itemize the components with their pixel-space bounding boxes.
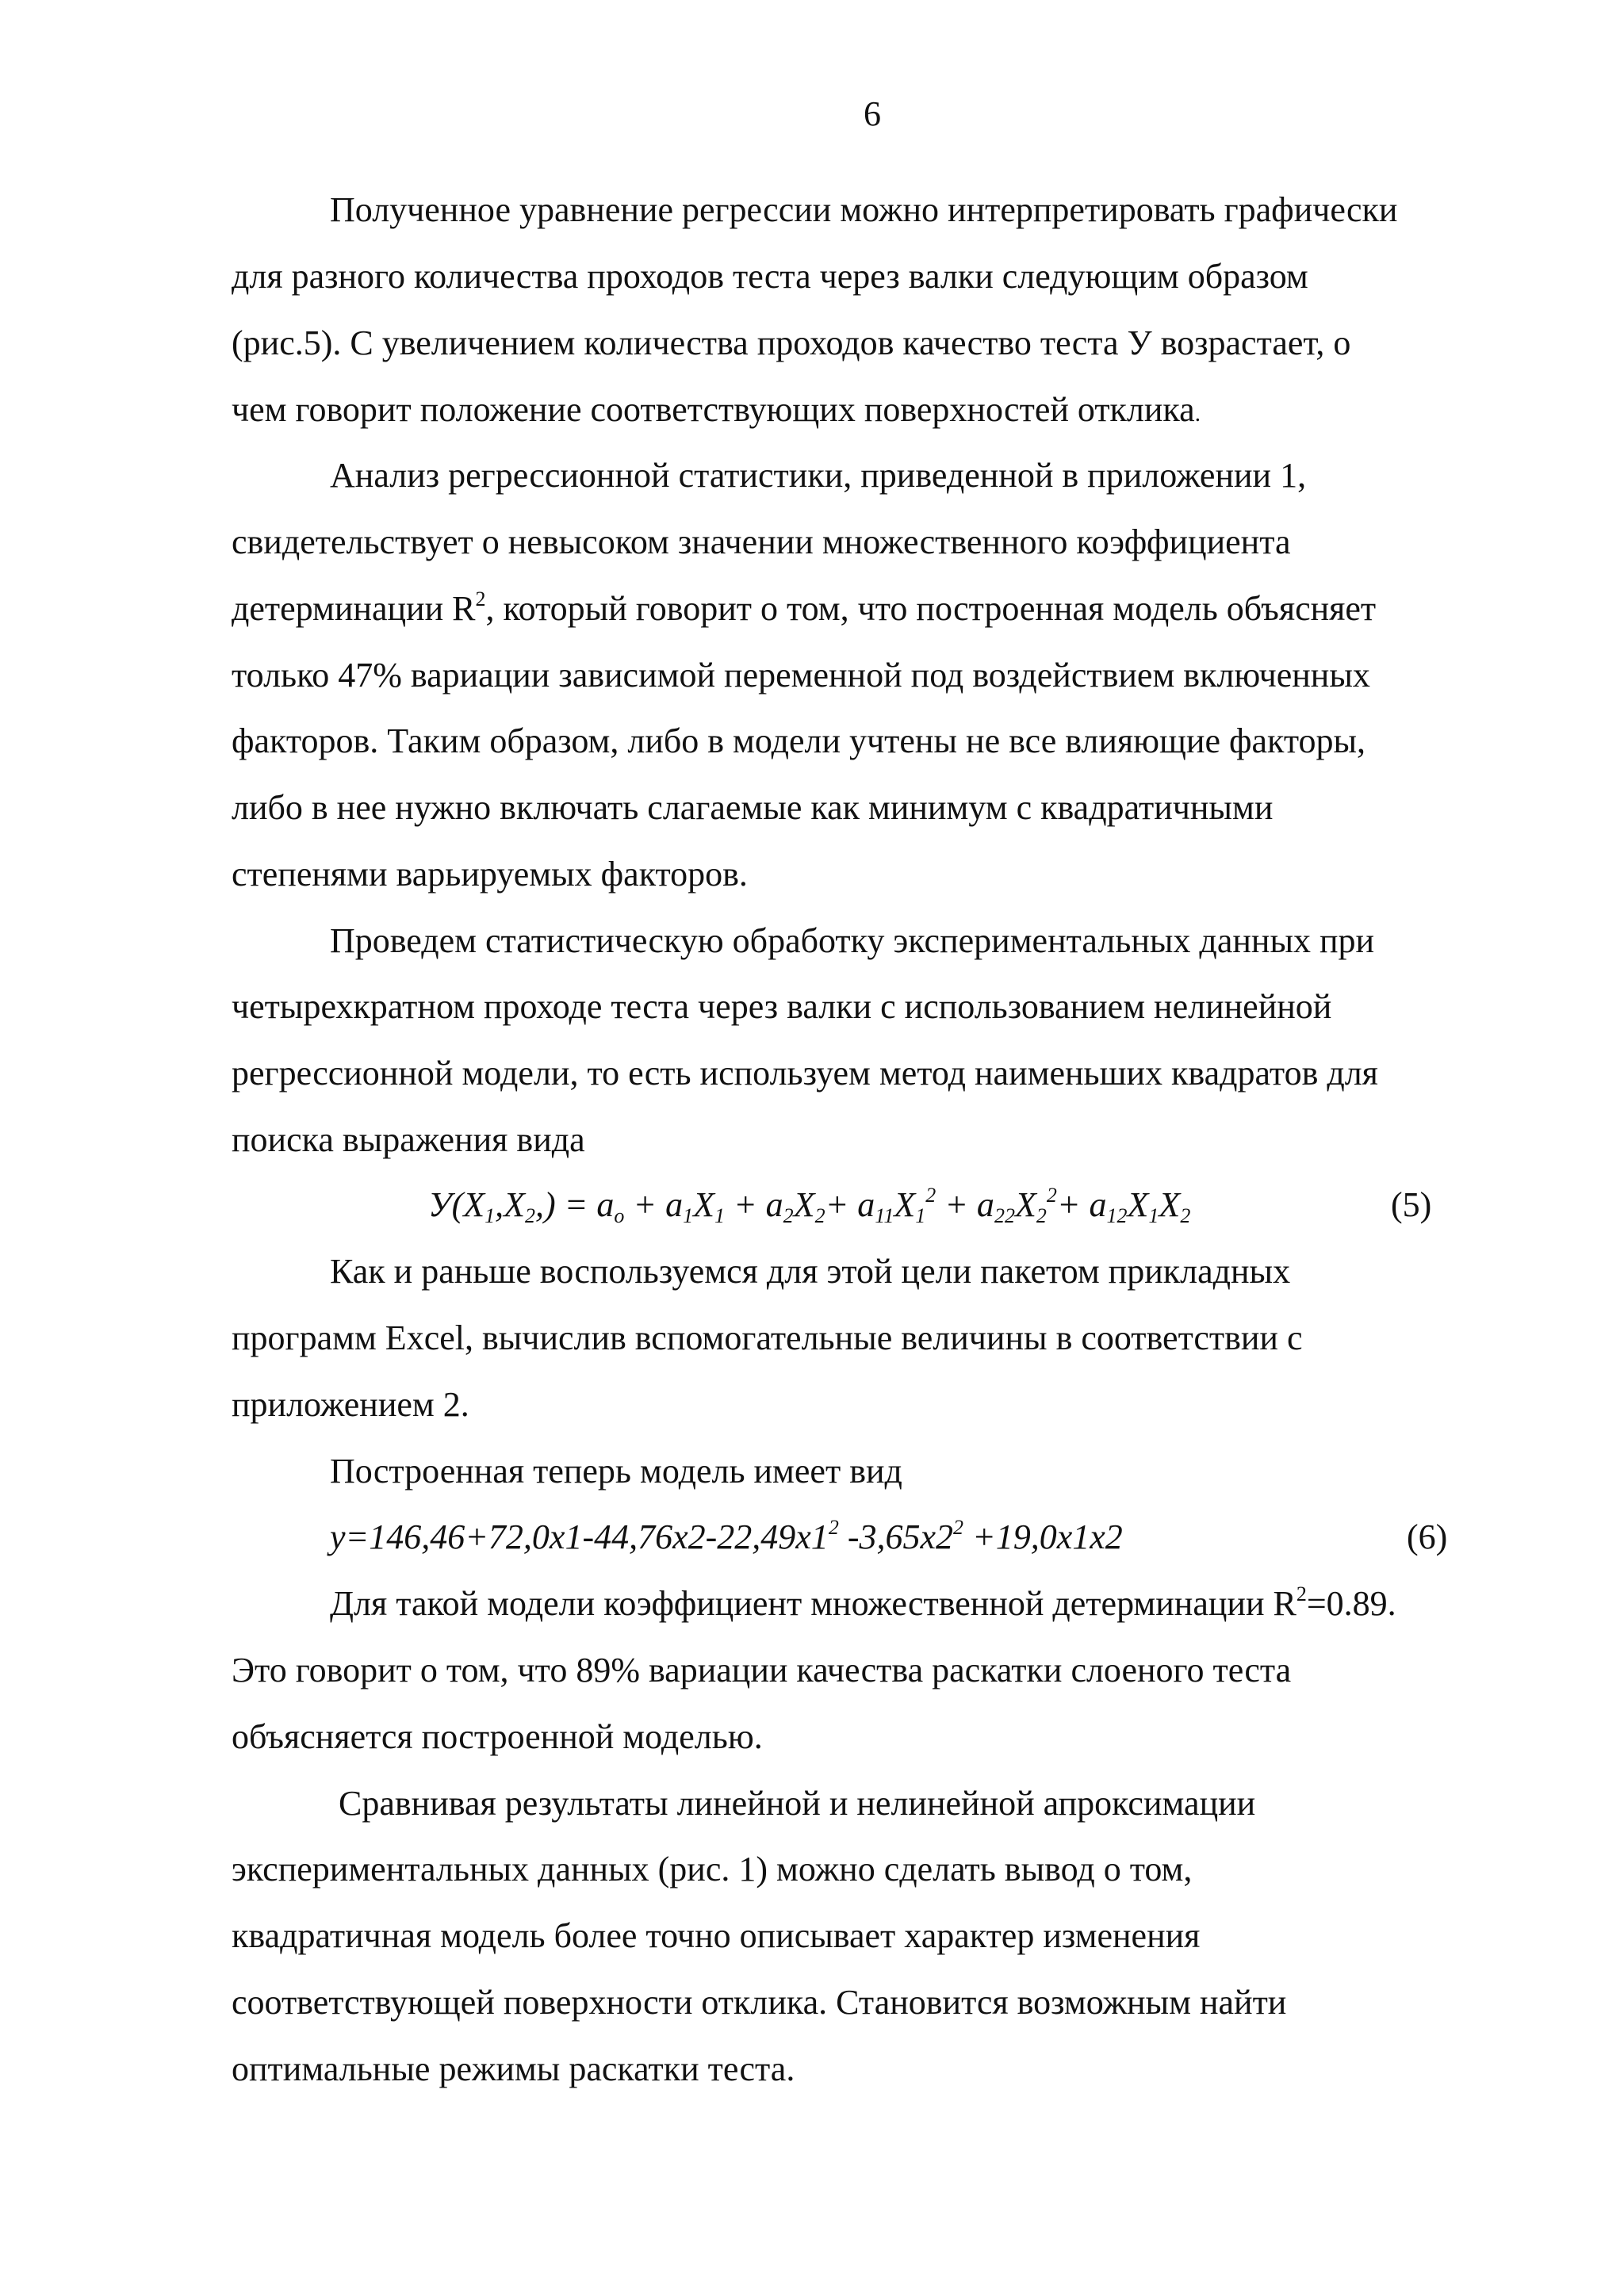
text-line: Это говорит о том, что 89% вариации качества раскатки слоеного теста	[232, 1651, 1292, 1689]
text-line: оптимальные режимы раскатки теста.	[232, 2049, 795, 2088]
formula-part: y=146,46+72,0x1-44,76x2-22,49x1	[330, 1517, 829, 1556]
formula-5	[428, 1184, 1191, 1227]
subscript: 2	[783, 1204, 794, 1227]
text-line: степенями варьируемых факторов.	[232, 855, 748, 894]
formula-part: + a	[936, 1185, 994, 1224]
formula-part: +19,0x1x2	[963, 1517, 1123, 1556]
formula-part: X	[793, 1185, 815, 1224]
text-line: регрессионной модели, то есть используем метод наименьших квадратов для	[232, 1054, 1378, 1093]
formula-part: + a	[724, 1185, 783, 1224]
formula-part: + a	[825, 1185, 875, 1224]
formula-part: ,X	[495, 1185, 526, 1224]
formula-part: ,) = a	[535, 1185, 615, 1224]
text-line: Как и раньше воспользуемся для этой цели пакетом прикладных	[330, 1252, 1291, 1291]
subscript: 22	[994, 1204, 1015, 1227]
subscript: 1	[1148, 1204, 1159, 1227]
text-line: четырехкратном проходе теста через валки с использованием нелинейной	[232, 987, 1332, 1026]
text-line: квадратичная модель более точно описывает характер изменения	[232, 1916, 1201, 1955]
text-line: Проведем статистическую обработку экспериментальных данных при	[330, 921, 1375, 960]
formula-part: X	[1014, 1185, 1036, 1224]
formula-part: X	[693, 1185, 714, 1224]
subscript: 2	[1180, 1204, 1191, 1227]
superscript: 2	[475, 587, 486, 610]
text-span: =0.89.	[1306, 1584, 1396, 1623]
text-line: (рис.5). С увеличением количества проходов качество теста У возрастает, о	[232, 323, 1351, 362]
subscript: 1	[915, 1204, 926, 1227]
formula-part: + a	[1056, 1185, 1107, 1224]
text-line: для разного количества проходов теста через валки следующим образом	[232, 257, 1308, 296]
formula-part: X	[1159, 1185, 1181, 1224]
subscript: 2	[1036, 1204, 1047, 1227]
text-line: поиска выражения вида	[232, 1120, 585, 1159]
text-span: детерминации R	[232, 589, 476, 628]
text-line: приложением 2.	[232, 1385, 469, 1424]
formula-part: + a	[624, 1185, 684, 1224]
text-line	[232, 587, 1377, 628]
subscript: 2	[525, 1204, 536, 1227]
formula-part: X	[894, 1185, 916, 1224]
subscript: 11	[875, 1204, 894, 1227]
equation-number-6: (6)	[1407, 1517, 1448, 1556]
text-line: объясняется построенной моделью.	[232, 1717, 763, 1756]
text-line	[330, 1582, 1396, 1623]
superscript: 2	[925, 1184, 936, 1207]
text-line	[232, 392, 1201, 427]
text-span: Для такой модели коэффициент множественной детерминации R	[330, 1584, 1297, 1623]
text-line: Анализ регрессионной статистики, приведенной в приложении 1,	[330, 456, 1307, 495]
equation-number-5: (5)	[1391, 1185, 1432, 1224]
text-line: соответствующей поверхности отклика. Становится возможным найти	[232, 1983, 1287, 2022]
text-span: .	[1194, 400, 1201, 427]
superscript: 2	[1046, 1184, 1057, 1207]
text-line: только 47% вариации зависимой переменной под воздействием включенных	[232, 656, 1370, 695]
text-line: экспериментальных данных (рис. 1) можно сделать вывод о том,	[232, 1850, 1193, 1888]
subscript: o	[614, 1204, 625, 1227]
formula-6	[330, 1516, 1123, 1556]
text-line: свидетельствует о невысоком значении множественного коэффициента	[232, 522, 1291, 561]
page-number: 6	[864, 94, 881, 133]
text-line: факторов. Таким образом, либо в модели учтены не все влияющие факторы,	[232, 721, 1366, 760]
superscript: 2	[1296, 1582, 1307, 1605]
formula-part: У(X	[428, 1185, 485, 1224]
subscript: 1	[683, 1204, 694, 1227]
subscript: 2	[814, 1204, 825, 1227]
subscript: 1	[485, 1204, 496, 1227]
superscript: 2	[953, 1516, 963, 1539]
text-span: , который говорит о том, что построенная модель объясняет	[485, 589, 1377, 628]
formula-part: X	[1127, 1185, 1149, 1224]
subscript: 12	[1106, 1204, 1128, 1227]
subscript: 1	[714, 1204, 725, 1227]
text-line: либо в нее нужно включать слагаемые как минимум с квадратичными	[232, 788, 1274, 827]
text-span: чем говорит положение соответствующих поверхностей отклика	[232, 390, 1195, 429]
superscript: 2	[828, 1516, 839, 1539]
text-line: Полученное уравнение регрессии можно интерпретировать графически	[330, 190, 1398, 229]
text-line: программ Excel, вычислив вспомогательные величины в соответствии с	[232, 1318, 1303, 1357]
text-line: Сравнивая результаты линейной и нелинейной апроксимации	[330, 1784, 1256, 1823]
text-line: Построенная теперь модель имеет вид	[330, 1452, 902, 1490]
formula-part: -3,65x2	[838, 1517, 953, 1556]
